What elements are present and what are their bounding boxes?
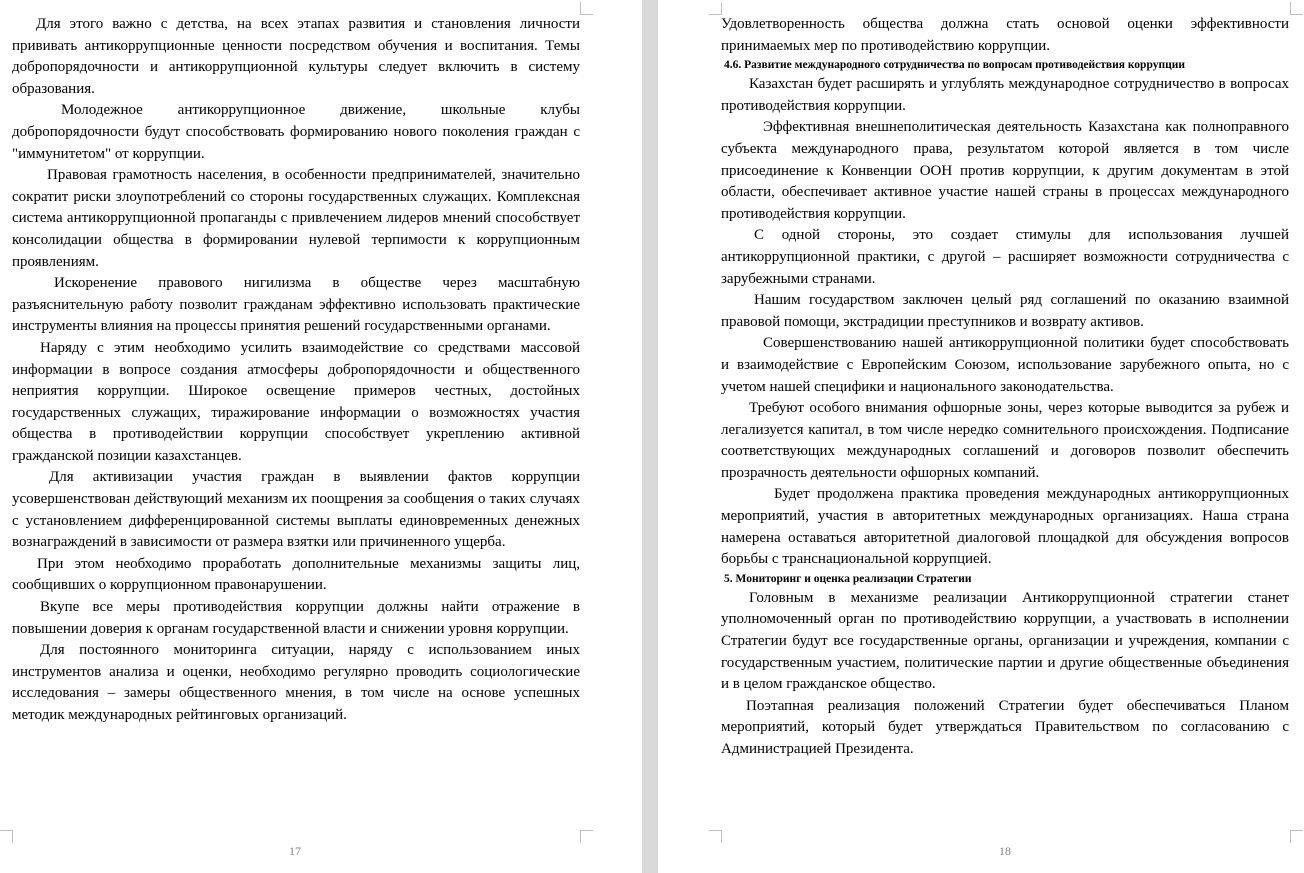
page-number: 17 [289,844,301,858]
body-paragraph: Молодежное антикоррупционное движение, школьные клубы добропорядочности будут способствовать формированию нового поколения граждан с "иммунитетом" от коррупции. [12,102,580,162]
page-18-text-body [721,14,1289,761]
document-page-18 [658,0,1304,873]
body-paragraph: Нашим государством заключен целый ряд соглашений по оказанию взаимной правовой помощи, экстрадиции преступников и возврату активов. [721,292,1289,330]
body-paragraph: При этом необходимо проработать дополнительные механизмы защиты лиц, сообщивших о коррупционном правонарушении. [12,555,580,594]
margin-corner-mark [1290,2,1303,15]
body-paragraph: Для активизации участия граждан в выявлении фактов коррупции усовершенствован действующий механизм их поощрения за сообщения о таких случаях с установлением дифференцированной системы выплаты единовременных денежных вознаграждений в зависимости от размера взятки или причиненного ущерба. [12,469,580,551]
body-paragraph: Казахстан будет расширять и углублять международное сотрудничество в вопросах противодействия коррупции. [721,76,1289,114]
margin-corner-mark [0,830,13,843]
margin-corner-mark [580,2,593,15]
body-paragraph: Для постоянного мониторинга ситуации, наряду с использованием иных инструментов анализа и оценки, необходимо регулярно проводить социологические исследования – замеры общественного мнения, в том числе на основе успешных методик международных рейтинговых организаций. [12,642,580,723]
body-paragraph: Искоренение правового нигилизма в обществе через масштабную разъяснительную работу позволит гражданам эффективно использовать практические инструменты влияния на процессы принятия решений государственными органами. [12,275,580,335]
page-number: 18 [999,844,1011,858]
document-page-17 [0,0,642,873]
section-heading-4-6: 4.6. Развитие международного сотрудничества по вопросам противодействия коррупции [724,59,1185,72]
body-paragraph: Для этого важно с детства, на всех этапах развития и становления личности прививать антикоррупционные ценности посредством обучения и воспитания. Темы добропорядочности и антикоррупционной культуры следует включить в систему образования. [12,16,580,97]
body-paragraph: Головным в механизме реализации Антикоррупционной стратегии станет уполномоченный орган по противодействию коррупции, а участвовать в исполнении Стратегии будут все государственные органы, организации и учреждения, компании с государственным участием, политические партии и другие общественные объединения и в целом гражданское общество. [721,589,1289,693]
body-paragraph: Правовая грамотность населения, в особенности предпринимателей, значительно сократит риски злоупотреблений со стороны государственных служащих. Комплексная система антикоррупционной пропаганды с привлечением лидеров мнений способствует консолидации общества в формировании нулевой терпимости к коррупционным проявлениям. [12,167,580,270]
body-paragraph: Эффективная внешнеполитическая деятельность Казахстана как полноправного субъекта международного права, результатом которой является в том числе присоединение к Конвенции ООН против коррупции, к другим документам в этой области, обеспечивает активное участие нашей страны в процессах международного противодействия коррупции. [721,119,1289,222]
margin-corner-mark [709,830,722,843]
body-paragraph: Будет продолжена практика проведения международных антикоррупционных мероприятий, участия в авторитетных международных организациях. Наша страна намерена оставаться авторитетной диалоговой площадкой для обсуждения вопросов борьбы с транснациональной коррупцией. [721,486,1289,568]
body-paragraph: Удовлетворенность общества должна стать основой оценки эффективности принимаемых мер по противодействию коррупции. [721,16,1289,54]
section-heading-5: 5. Мониторинг и оценка реализации Стратегии [724,572,972,585]
body-paragraph: Совершенствованию нашей антикоррупционной политики будет способствовать и взаимодействие с Европейским Союзом, использование зарубежного опыта, но с учетом нашей специфики и национального законодательства. [721,335,1289,395]
margin-corner-mark [580,830,593,843]
body-paragraph: Поэтапная реализация положений Стратегии будет обеспечиваться Планом мероприятий, который будет утверждаться Правительством по согласованию с Администрацией Президента. [721,697,1289,757]
body-paragraph: Наряду с этим необходимо усилить взаимодействие со средствами массовой информации в вопросе создания атмосферы добропорядочности и общественного неприятия коррупции. Широкое освещение примеров честных, достойных государственных служащих, тиражирование информации о возможностях участия общества в противодействии коррупции способствует укреплению активной гражданской позиции казахстанцев. [12,339,580,464]
body-paragraph: Вкупе все меры противодействия коррупции должны найти отражение в повышении доверия к органам государственной власти и снижении уровня коррупции. [12,599,580,637]
body-paragraph: Требуют особого внимания офшорные зоны, через которые выводится за рубеж и легализуется капитал, в том числе нередко сомнительного происхождения. Подписание соответствующих международных соглашений и договоров позволит обеспечить прозрачность деятельности офшорных компаний. [721,400,1289,481]
page-17-text-body [12,14,580,727]
body-paragraph: С одной стороны, это создает стимулы для использования лучшей антикоррупционной практики, с другой – расширяет возможности сотрудничества с зарубежными странами. [721,227,1289,287]
margin-corner-mark [1290,830,1303,843]
